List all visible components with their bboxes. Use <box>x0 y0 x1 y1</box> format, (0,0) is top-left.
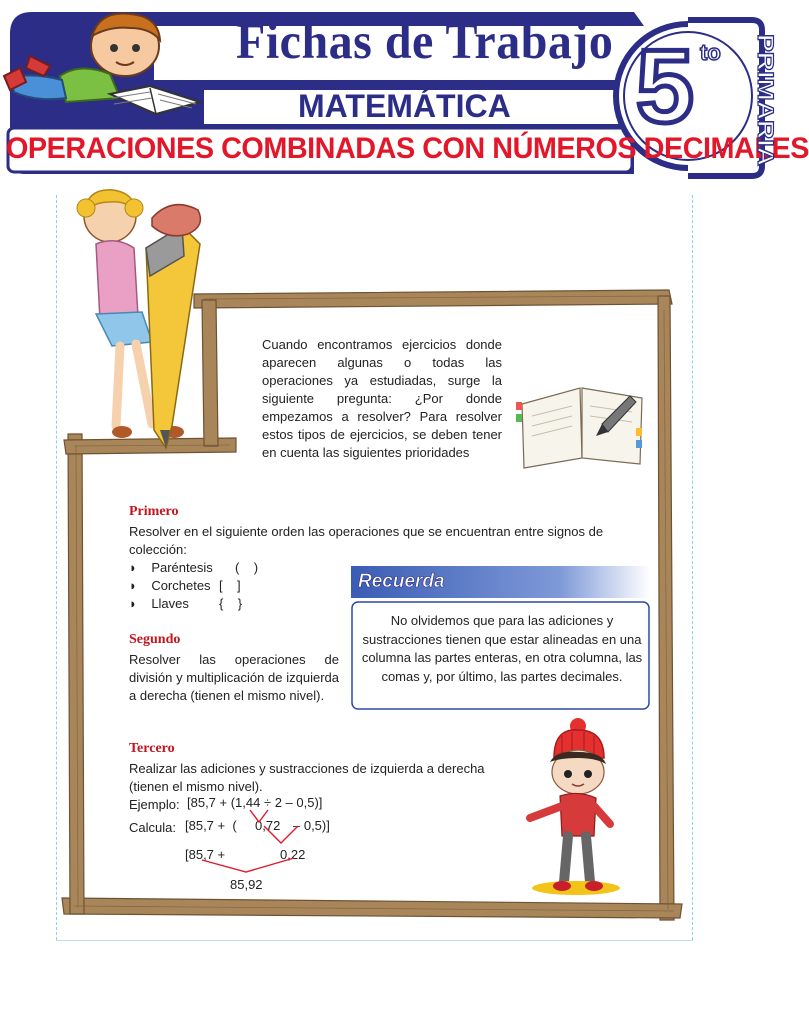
calc-line1-end: – 0,5)] <box>293 818 330 833</box>
calc-line1-partial: 0,72 <box>255 818 281 833</box>
calc-result: 85,92 <box>230 877 263 892</box>
grade-level-text: PRIMARIA <box>753 34 778 143</box>
intro-paragraph: Cuando encontramos ejercicios donde aparecen algunas o todas las operaciones ya estudiadas, surge la siguiente pregunta: ¿Por donde empezamos a resolver? Para resolver estos tipos de ejercicios, se deben tener en cuenta las siguientes prioridades <box>262 337 502 460</box>
calc-line1-start: [85,7 + ( <box>185 818 237 833</box>
calc-label: Calcula: <box>129 820 176 835</box>
girl-winter-hat-illustration <box>516 718 620 898</box>
primero-text: Resolver en el siguiente orden las operaciones que se encuentran entre signos de colección: <box>129 524 604 557</box>
segundo-heading: Segundo <box>129 632 181 647</box>
collection-sign-name: Corchetes <box>151 578 211 593</box>
boy-reading-illustration <box>0 6 210 118</box>
recuerda-title: Recuerda <box>358 571 445 592</box>
grade-suffix: to <box>700 40 721 65</box>
tercero-heading: Tercero <box>129 741 175 756</box>
subject-title: MATEMÁTICA <box>298 88 511 124</box>
girl-with-pencil-illustration <box>76 186 216 448</box>
open-book-pen-illustration <box>512 374 652 470</box>
series-title: Fichas de Trabajo <box>236 13 614 70</box>
collection-sign-name: Paréntesis <box>151 560 213 575</box>
bullet-icon: ◗ <box>129 578 137 593</box>
segundo-text: Resolver las operaciones de división y multiplicación de izquierda a derecha (tienen el mismo nivel). <box>129 652 339 703</box>
calc-line2-start: [85,7 + <box>185 847 226 862</box>
tercero-text: Realizar las adiciones y sustracciones de izquierda a derecha (tienen el mismo nivel). <box>129 761 485 794</box>
grade-level-vertical <box>736 30 778 170</box>
collection-sign-symbol: [ ] <box>218 578 241 593</box>
calc-reduction-arrows <box>180 796 340 880</box>
calc-line2-partial: 0,22 <box>280 847 306 862</box>
collection-sign-symbol: ( ) <box>234 560 259 575</box>
recuerda-text: No olvidemos que para las adiciones y sustracciones tienen que estar alineadas en una columna las partes enteras, en otra columna, las comas y, por último, las partes decimales. <box>361 613 643 684</box>
collection-sign-symbol: { } <box>218 596 243 611</box>
example-label: Ejemplo: <box>129 797 180 812</box>
bullet-icon: ◗ <box>129 596 137 611</box>
list-item <box>129 596 242 611</box>
primero-heading: Primero <box>129 504 179 519</box>
list-item <box>129 560 258 575</box>
bullet-icon: ◗ <box>129 560 137 575</box>
topic-title: OPERACIONES COMBINADAS CON NÚMEROS DECIMALES <box>6 132 809 165</box>
collection-sign-name: Llaves <box>151 596 189 611</box>
example-expression: [85,7 + (1,44 ÷ 2 – 0,5)] <box>187 795 323 810</box>
list-item <box>129 578 241 593</box>
grade-number: 5 <box>636 29 694 145</box>
